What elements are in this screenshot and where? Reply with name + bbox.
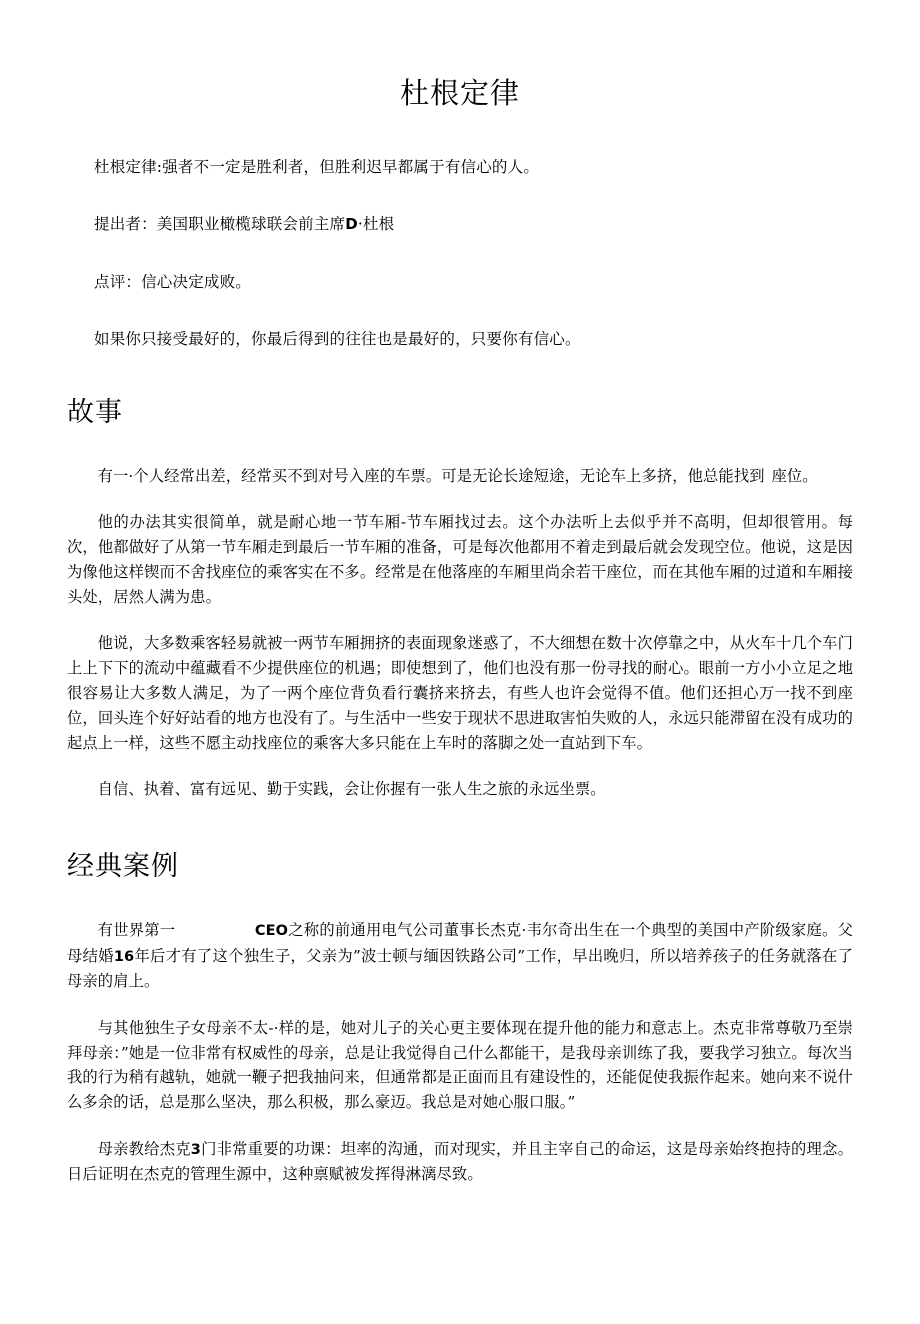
case-p1-years: 16: [113, 948, 135, 965]
intro-closing-text: 如果你只接受最好的，你最后得到的往往也是最好的，只要你有信心。: [94, 329, 581, 348]
intro-definition-text: 杜根定律:强者不一定是胜利者，但胜利迟早都属于有信心的人。: [94, 158, 540, 177]
case-p1-pre: 有世界第一: [97, 921, 176, 940]
story-paragraph-1: [67, 464, 853, 489]
case-p1-post: 年后才有了这个独生子，父亲为”波士顿与缅因铁路公司”工作，早出晚归，所以培养孩子的任务就落在了母亲的肩上。: [67, 946, 853, 991]
story-paragraph-3: 他说，大多数乘客轻易就被一两节车厢拥挤的表面现象迷惑了，不大细想在数十次停靠之中，从火车十几个车门上上下下的流动中蕴藏看不少提供座位的机遇；即使想到了，他们也没有那一份寻找的耐心。眼前一方小小立足之地很容易让大多数人满足，为了一两个座位背负看行囊挤来挤去，有些人也许会觉得不值。他们还担心万一找不到座位，回头连个好好站看的地方也没有了。与生活中一些安于现状不思进取害怕失败的人，永远只能滞留在没有成功的起点上一样，这些不愿主动找座位的乘客大多只能在上车时的落脚之处一直站到下车。: [67, 634, 853, 752]
intro-line-proposer: [67, 212, 853, 236]
intro-line-definition: [67, 155, 853, 179]
intro-proposer-initial: D: [345, 215, 358, 234]
story-p1-pre: 有一·个人经常出差，经常买不到对号入座的车票。可是无论长途短途，无论车上多挤，他总能找到: [97, 466, 765, 485]
intro-comment-text: 点评：信心决定成败。: [94, 272, 252, 291]
case-p1-mid: 之称的前通用电气公司董事长杰克·韦尔奇出生在一个典型的美国中产阶级家庭。父母结婚: [67, 921, 853, 965]
case-p1-ceo: CEO: [254, 923, 289, 940]
story-p1-post: 座位。: [771, 466, 818, 485]
story-paragraph-2: 他的办法其实很简单，就是耐心地一节车厢-节车厢找过去。这个办法听上去似乎并不高明，但却很管用。每次，他都做好了从第一节车厢走到最后一节车厢的准备，可是每次他都用不着走到最后就会发现空位。他说，这是因为像他这样锲而不舍找座位的乘客实在不多。经常是在他落座的车厢里尚余若干座位，而在其他车厢的过道和车厢接头处，居然人满为患。: [67, 513, 853, 606]
intro-line-closing: [67, 327, 853, 351]
section-heading-classic-case: 经典案例: [67, 851, 179, 883]
classic-case-body: [67, 918, 853, 1187]
case-p3-post: 门非常重要的功课：坦率的沟通，而对现实，并且主宰自己的命运，这是母亲始终抱持的理念。日后证明在杰克的管理生源中，这种禀赋被发挥得淋漓尽致。: [67, 1139, 853, 1184]
intro-proposer-suffix: ·杜根: [357, 215, 395, 234]
case-paragraph-3: [67, 1137, 853, 1187]
section-heading-story: 故事: [67, 396, 123, 428]
case-p3-pre: 母亲教给杰克: [97, 1139, 191, 1158]
story-body: [67, 464, 853, 802]
case-p3-count: 3: [190, 1141, 201, 1158]
intro-proposer-prefix: 提出者：美国职业橄榄球联会前主席: [94, 215, 346, 234]
case-paragraph-1: [67, 918, 853, 994]
intro-block: [67, 155, 853, 350]
page-title: 杜根定律: [399, 76, 520, 110]
story-paragraph-4: 自信、执着、富有远见、勤于实践，会让你握有一张人生之旅的永远坐票。: [97, 780, 606, 799]
intro-line-comment: [67, 270, 853, 294]
case-paragraph-2: 与其他独生子女母亲不太-·样的是，她对儿子的关心更主要体现在提升他的能力和意志上。杰克非常尊敬乃至崇拜母亲：”她是一位非常有权威性的母亲，总是让我觉得自己什么都能干，是我母亲训练了我，要我学习独立。每次当我的行为稍有越轨，她就一鞭子把我抽问来，但通常都是正面而且有建设性的，还能促使我振作起来。她向来不说什么多余的话，总是那么坚决，那么积极，那么豪迈。我总是对她心服口服。”: [67, 1018, 853, 1112]
